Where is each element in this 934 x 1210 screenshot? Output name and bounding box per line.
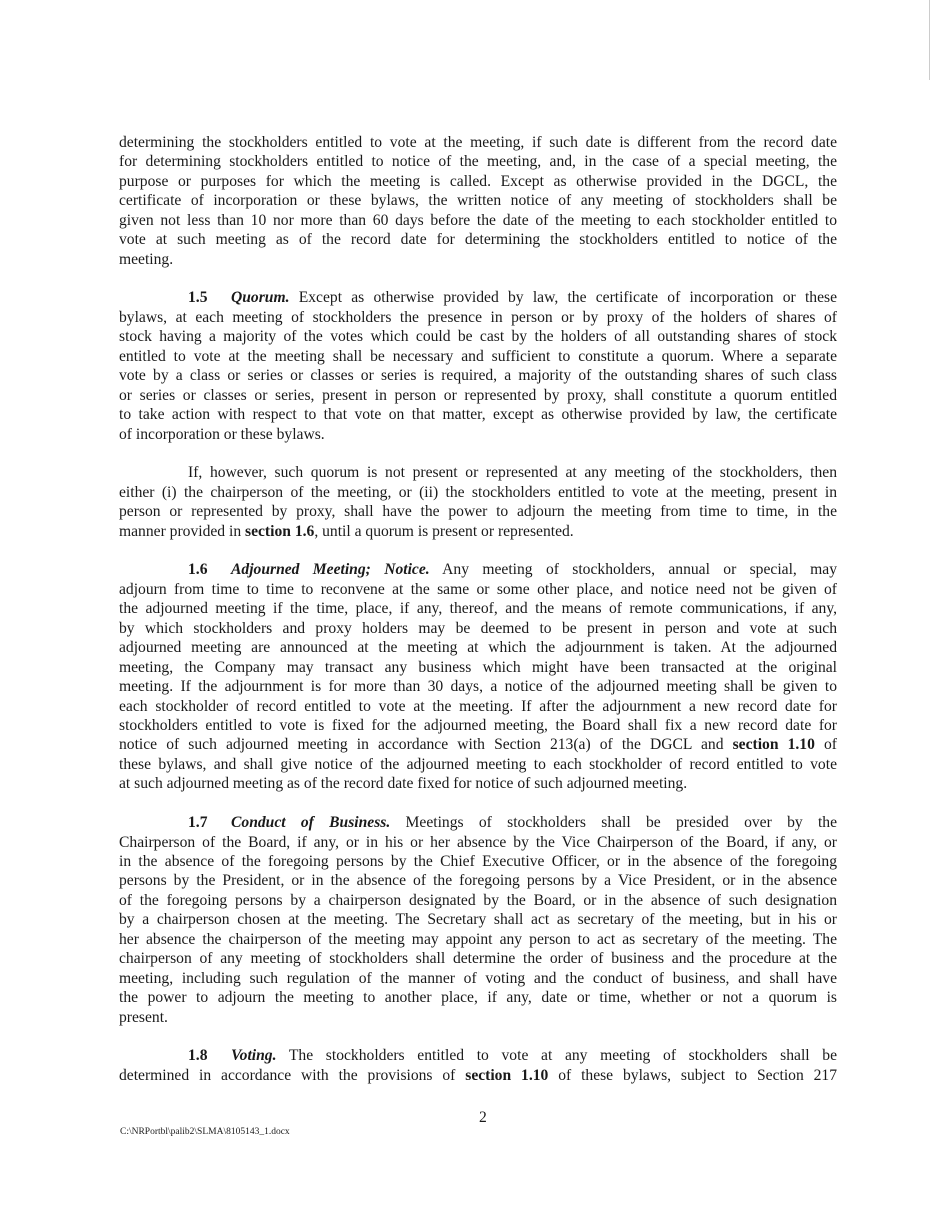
- paragraph: [119, 463, 837, 541]
- text-line: [119, 250, 837, 269]
- document-body: [119, 133, 837, 1105]
- text-run: determining the stockholders entitled to vote at the meeting, if such date is different from the record date: [119, 134, 837, 151]
- text-line: [119, 502, 837, 521]
- text-line: [119, 871, 837, 890]
- text-run: adjourn from time to time to reconvene at the same or some other place, and notice need not be given of: [119, 580, 837, 598]
- text-line: [119, 133, 837, 152]
- section-title: Conduct of Business.: [231, 814, 391, 832]
- text-run: or series or classes or series, present in person or represented by proxy, shall constitute a quorum entitled: [119, 386, 837, 404]
- text-run: of: [814, 736, 838, 754]
- text-line: [119, 619, 837, 638]
- text-line: [119, 969, 837, 988]
- text-run: the power to adjourn the meeting to another place, if any, date or time, whether or not a quorum is: [119, 989, 837, 1007]
- text-run: The stockholders entitled to vote at any meeting of stockholders shall be: [276, 1047, 837, 1065]
- paragraph: [119, 288, 837, 444]
- text-line: [119, 425, 837, 444]
- paragraph: [119, 133, 837, 269]
- footer-file-path: C:\NRPortbl\palib2\SLMA\8105143_1.docx: [120, 1127, 290, 1137]
- text-line: [119, 347, 837, 366]
- text-run: entitled to vote at the meeting shall be necessary and sufficient to constitute a quorum. Where a separate: [119, 347, 837, 365]
- text-run: bylaws, at each meeting of stockholders the presence in person or by proxy of the holders of shares of: [119, 308, 837, 326]
- text-run: meeting.: [119, 250, 174, 268]
- text-run: Chairperson of the Board, if any, or in his or her absence by the Vice Chairperson of the Board, if any, or: [119, 833, 837, 851]
- text-line: [119, 833, 837, 852]
- text-line: [119, 366, 837, 385]
- text-run: these bylaws, and shall give notice of the adjourned meeting to each stockholder of record entitled to vote: [119, 755, 837, 773]
- text-line: [119, 658, 837, 677]
- text-line: [119, 386, 837, 405]
- text-line: [119, 191, 837, 210]
- section-number: 1.7: [188, 814, 208, 832]
- text-run: either (i) the chairperson of the meeting, or (ii) the stockholders entitled to vote at the meeting, present in: [119, 483, 837, 501]
- text-line: [119, 949, 837, 968]
- text-run: person or represented by proxy, shall have the power to adjourn the meeting from time to time, in the: [119, 503, 837, 521]
- text-run: at such adjourned meeting as of the record date fixed for notice of such adjourned meeting.: [119, 775, 688, 793]
- text-line: [119, 697, 837, 716]
- text-line: [119, 463, 837, 482]
- text-run: persons by the President, or in the absence of the foregoing persons by a Vice President, or in the absence: [119, 872, 837, 890]
- text-run: , until a quorum is present or represented.: [314, 522, 574, 540]
- text-line: [119, 852, 837, 871]
- text-run: stockholders entitled to vote is fixed for the adjourned meeting, the Board shall fix a new record date for: [119, 716, 837, 734]
- text-line: [119, 152, 837, 171]
- scan-edge: [929, 0, 930, 80]
- text-run: each stockholder of record entitled to vote at the meeting. If after the adjournment a new record date for: [119, 697, 837, 715]
- text-run: present.: [119, 1008, 168, 1026]
- text-run: by a chairperson chosen at the meeting. The Secretary shall act as secretary of the meeting, but in his or: [119, 911, 837, 929]
- text-line: [119, 405, 837, 424]
- text-line: [119, 172, 837, 191]
- section-title: Quorum.: [231, 289, 290, 307]
- text-run: certificate of incorporation or these bylaws, the written notice of any meeting of stockholders shall be: [119, 192, 837, 210]
- text-run: Except as otherwise provided by law, the certificate of incorporation or these: [289, 289, 837, 307]
- text-line: [119, 988, 837, 1007]
- text-run: chairperson of any meeting of stockholders shall determine the order of business and the procedure at the: [119, 950, 837, 968]
- text-line: [119, 910, 837, 929]
- text-run: the adjourned meeting if the time, place, if any, thereof, and the means of remote communications, if any,: [119, 600, 837, 618]
- text-line: [119, 560, 837, 579]
- text-run: her absence the chairperson of the meeting may appoint any person to act as secretary of the meeting. The: [119, 930, 837, 948]
- text-run: notice of such adjourned meeting in accordance with Section 213(a) of the DGCL and: [119, 736, 733, 754]
- text-run: of the foregoing persons by a chairperson designated by the Board, or in the absence of such designation: [119, 891, 837, 909]
- text-run: meeting, the Company may transact any business which might have been transacted at the original: [119, 658, 837, 676]
- text-run: vote by a class or series or classes or series is required, a majority of the outstanding shares of such class: [119, 367, 837, 385]
- text-line: [119, 1066, 837, 1085]
- section-reference: section 1.10: [465, 1066, 549, 1084]
- text-line: [119, 930, 837, 949]
- text-line: [119, 774, 837, 793]
- paragraph: [119, 560, 837, 793]
- paragraph: [119, 1046, 837, 1085]
- text-run: If, however, such quorum is not present or represented at any meeting of the stockholders, then: [188, 464, 837, 482]
- text-run: to take action with respect to that vote on that matter, except as otherwise provided by law, the certificate: [119, 406, 837, 424]
- text-line: [119, 288, 837, 307]
- section-title: Adjourned Meeting; Notice.: [231, 561, 430, 579]
- text-run: manner provided in: [119, 522, 246, 540]
- text-run: meeting. If the adjournment is for more than 30 days, a notice of the adjourned meeting shall be given to: [119, 678, 837, 696]
- text-run: purpose or purposes for which the meeting is called. Except as otherwise provided in the DGCL, the: [119, 172, 837, 190]
- section-number: 1.6: [188, 561, 208, 579]
- text-run: by which stockholders and proxy holders may be deemed to be present in person and vote at such: [119, 619, 837, 637]
- text-run: Any meeting of stockholders, annual or special, may: [429, 561, 838, 579]
- text-run: in the absence of the foregoing persons by the Chief Executive Officer, or in the absence of the foregoing: [119, 853, 837, 870]
- text-line: [119, 755, 837, 774]
- text-run: vote at such meeting as of the record date for determining the stockholders entitled to notice of the: [119, 231, 837, 249]
- text-line: [119, 308, 837, 327]
- paragraph: [119, 813, 837, 1027]
- text-line: [119, 522, 837, 541]
- text-line: [119, 483, 837, 502]
- text-run: for determining stockholders entitled to notice of the meeting, and, in the case of a special meeting, the: [119, 153, 837, 171]
- text-line: [119, 891, 837, 910]
- section-reference: section 1.6: [245, 522, 315, 540]
- text-run: meeting, including such regulation of the manner of voting and the conduct of business, and shall have: [119, 969, 837, 987]
- text-line: [119, 716, 837, 735]
- text-line: [119, 599, 837, 618]
- text-run: adjourned meeting are announced at the meeting at which the adjournment is taken. At the adjourned: [119, 639, 837, 657]
- text-line: [119, 813, 837, 832]
- text-line: [119, 1046, 837, 1065]
- text-line: [119, 1008, 837, 1027]
- text-run: of incorporation or these bylaws.: [119, 425, 325, 443]
- text-line: [119, 327, 837, 346]
- section-number: 1.8: [188, 1047, 208, 1065]
- text-run: stock having a majority of the votes which could be cast by the holders of all outstanding shares of stock: [119, 328, 837, 346]
- text-line: [119, 735, 837, 754]
- section-number: 1.5: [188, 289, 208, 307]
- text-run: Meetings of stockholders shall be presided over by the: [390, 814, 838, 832]
- text-run: determined in accordance with the provisions of: [119, 1066, 466, 1084]
- text-line: [119, 638, 837, 657]
- text-run: given not less than 10 nor more than 60 days before the date of the meeting to each stockholder entitled to: [119, 211, 837, 229]
- section-reference: section 1.10: [732, 736, 815, 754]
- text-line: [119, 230, 837, 249]
- page-number: 2: [479, 1109, 487, 1126]
- text-run: of these bylaws, subject to Section 217: [548, 1066, 838, 1084]
- section-title: Voting.: [231, 1047, 277, 1065]
- text-line: [119, 580, 837, 599]
- text-line: [119, 211, 837, 230]
- text-line: [119, 677, 837, 696]
